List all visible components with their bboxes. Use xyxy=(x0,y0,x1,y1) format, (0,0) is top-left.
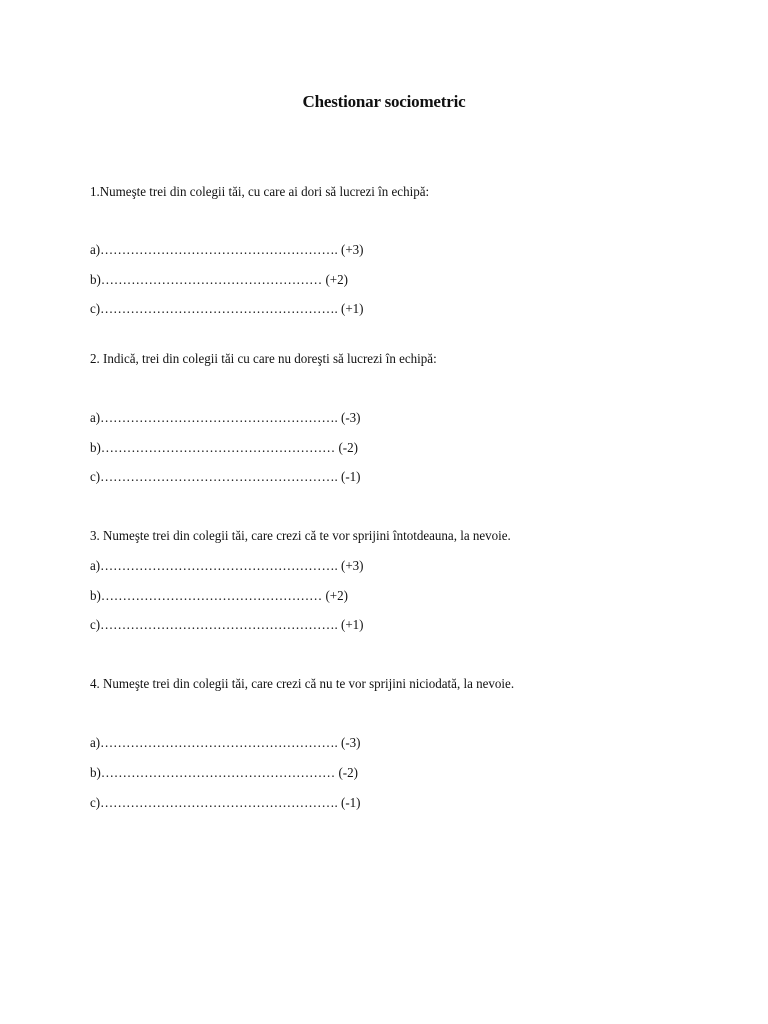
answer-3b: b)…………………………………………… (+2) xyxy=(90,589,348,604)
answer-2c: c)………………………………………………. (-1) xyxy=(90,470,361,485)
answer-4b: b)……………………………………………… (-2) xyxy=(90,766,358,781)
question-1: 1.Numeşte trei din colegii tăi, cu care ai dori să lucrezi în echipă: xyxy=(90,185,430,200)
question-2: 2. Indică, trei din colegii tăi cu care nu doreşti să lucrezi în echipă: xyxy=(90,352,437,367)
answer-3a: a)………………………………………………. (+3) xyxy=(90,559,364,574)
answer-1b: b)…………………………………………… (+2) xyxy=(90,273,348,288)
answer-4a: a)………………………………………………. (-3) xyxy=(90,736,361,751)
answer-3c: c)………………………………………………. (+1) xyxy=(90,618,364,633)
answer-1c: c)………………………………………………. (+1) xyxy=(90,302,364,317)
page-title: Chestionar sociometric xyxy=(302,92,466,111)
answer-2b: b)……………………………………………… (-2) xyxy=(90,441,358,456)
answer-4c: c)………………………………………………. (-1) xyxy=(90,796,361,811)
answer-1a: a)………………………………………………. (+3) xyxy=(90,243,364,258)
question-4: 4. Numeşte trei din colegii tăi, care crezi că nu te vor sprijini niciodată, la nevoie. xyxy=(90,677,515,692)
answer-2a: a)………………………………………………. (-3) xyxy=(90,411,361,426)
question-3: 3. Numeşte trei din colegii tăi, care crezi că te vor sprijini întotdeauna, la nevoie. xyxy=(90,529,511,544)
